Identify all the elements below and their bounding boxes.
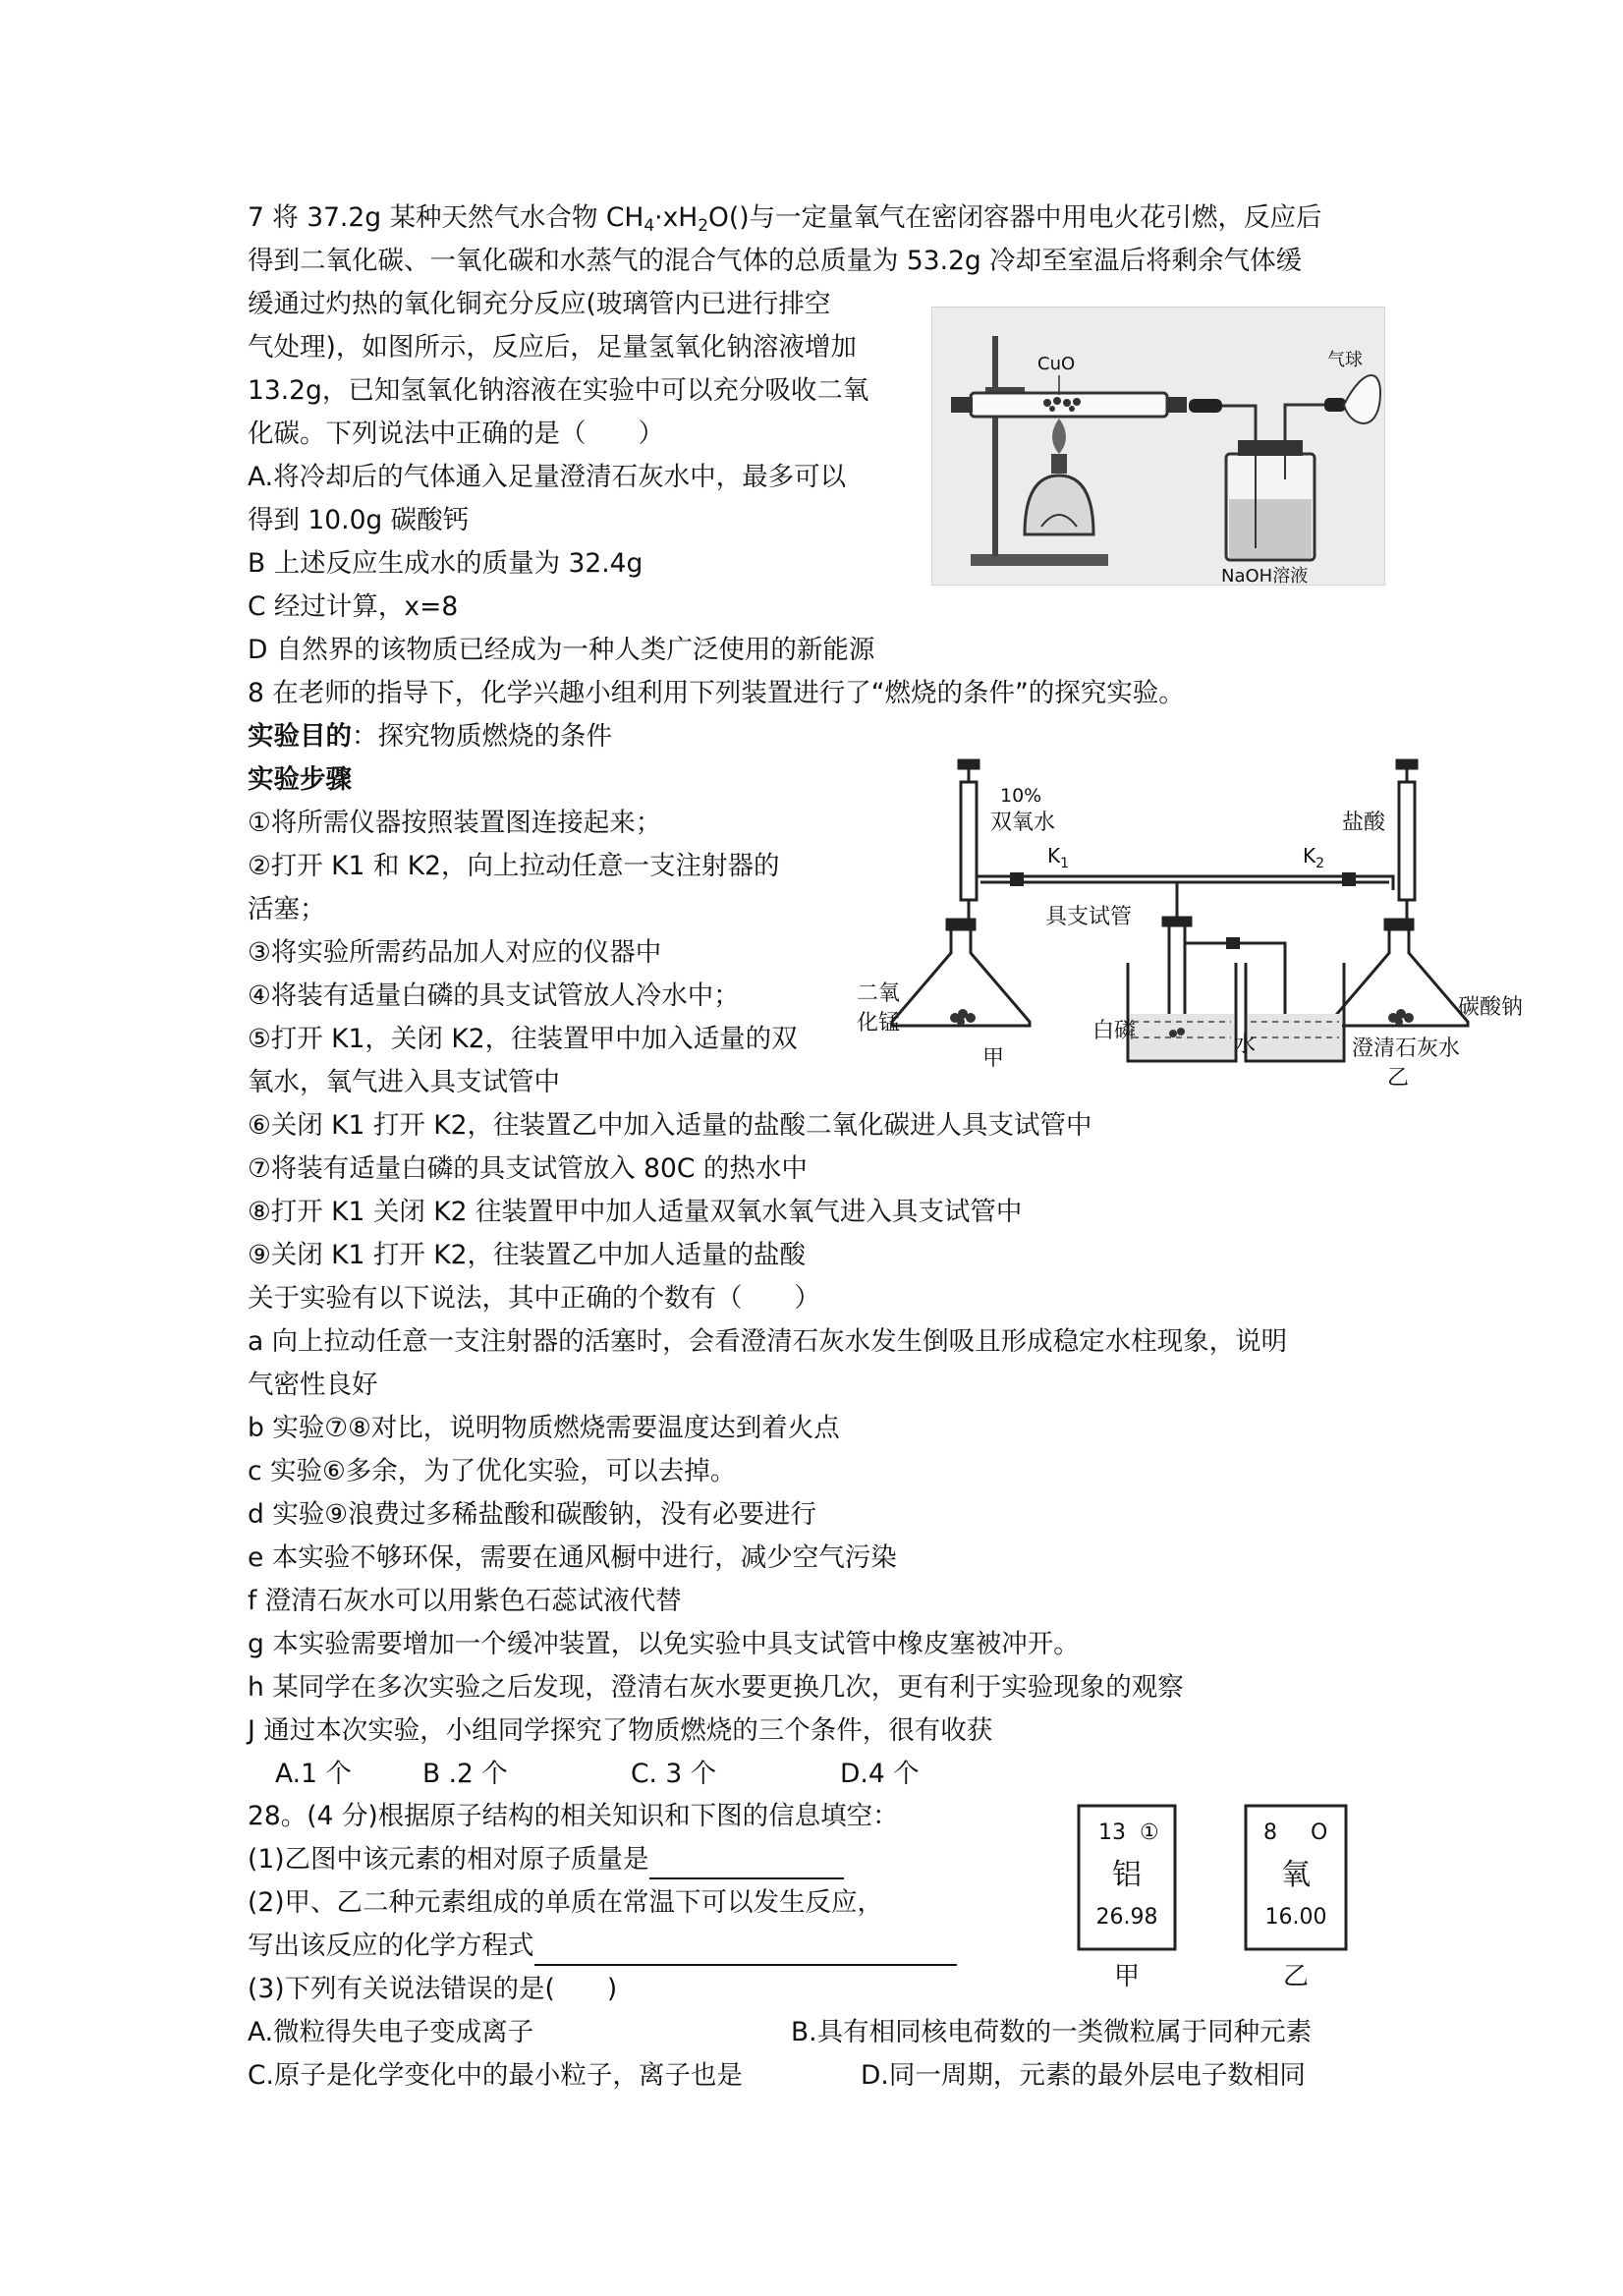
element-card-symbol: O bbox=[1311, 1820, 1328, 1845]
q28-option-d: D.同一周期，元素的最外层电子数相同 bbox=[861, 2060, 1306, 2091]
q8-question: 关于实验有以下说法，其中正确的个数有（ ） bbox=[248, 1283, 820, 1314]
q7-line-3: 缓通过灼热的氧化铜充分反应(玻璃管内已进行排空 bbox=[248, 289, 831, 319]
q8-step: 活塞； bbox=[248, 894, 326, 924]
q8-step: 氧水，氧气进入具支试管中 bbox=[248, 1067, 560, 1097]
q28-sub-2b bbox=[248, 1927, 957, 1966]
element-card-mass: 26.98 bbox=[1095, 1905, 1158, 1930]
q8-statement: h 某同学在多次实验之后发现，澄清右灰水要更换几次，更有利于实验现象的观察 bbox=[248, 1672, 1184, 1703]
limewater-label: 澄清石灰水 bbox=[1352, 1036, 1461, 1061]
q8-apparatus-figure bbox=[853, 747, 1540, 1100]
q8-option-b: B .2 个 bbox=[422, 1759, 508, 1789]
q7-option-a-2: 得到 10.0g 碳酸钙 bbox=[248, 505, 470, 535]
q8-step: ③将实验所需药品加人对应的仪器中 bbox=[248, 937, 662, 968]
balloon-label: 气球 bbox=[1327, 350, 1363, 370]
q28-option-c: C.原子是化学变化中的最小粒子，离子也是 bbox=[248, 2060, 743, 2091]
q8-statement: e 本实验不够环保，需要在通风橱中进行，减少空气污染 bbox=[248, 1542, 897, 1573]
q28-option-a: A.微粒得失电子变成离子 bbox=[248, 2017, 534, 2047]
q7-line-4: 气处理)，如图所示，反应后，足量氢氧化钠溶液增加 bbox=[248, 332, 857, 363]
q7-option-c: C 经过计算，x=8 bbox=[248, 591, 459, 622]
q8-line-1: 8 在老师的指导下，化学兴趣小组利用下列装置进行了“燃烧的条件”的探究实验。 bbox=[248, 678, 1185, 708]
white-phosphorus-label: 白磷 bbox=[1092, 1019, 1137, 1043]
q8-statement: c 实验⑥多余，为了优化实验，可以去掉。 bbox=[248, 1456, 737, 1486]
q8-step: ⑤打开 K1，关闭 K2，往装置甲中加入适量的双 bbox=[248, 1024, 798, 1054]
q8-step: ①将所需仪器按照装置图连接起来； bbox=[248, 808, 662, 838]
mno2-label-2: 化锰 bbox=[857, 1011, 901, 1036]
naoh-label: NaOH溶液 bbox=[1221, 566, 1309, 586]
q8-purpose-label: 实验目的 bbox=[248, 721, 352, 752]
q28-sub-2a: (2)甲、乙二种元素组成的单质在常温下可以发生反应， bbox=[248, 1887, 884, 1918]
answer-blank-1[interactable] bbox=[649, 1848, 844, 1879]
q8-steps-title: 实验步骤 bbox=[248, 764, 352, 795]
q8-option-a: A.1 个 bbox=[275, 1759, 352, 1789]
q7-option-b: B 上述反应生成水的质量为 32.4g bbox=[248, 548, 644, 579]
q8-statement: f 澄清石灰水可以用紫色石蕊试液代替 bbox=[248, 1586, 682, 1616]
q7-apparatus-figure bbox=[931, 307, 1385, 586]
hcl-label: 盐酸 bbox=[1342, 811, 1386, 835]
element-card-mass: 16.00 bbox=[1264, 1905, 1327, 1930]
q8-statement: b 实验⑦⑧对比，说明物质燃烧需要温度达到着火点 bbox=[248, 1413, 840, 1443]
q7-line-5: 13.2g，已知氢氧化钠溶液在实验中可以充分吸收二氧 bbox=[248, 375, 869, 406]
q28-sub-2b-text: 写出该反应的化学方程式 bbox=[248, 1931, 534, 1961]
element-card-caption: 乙 bbox=[1282, 1962, 1310, 1991]
flask-yi-label: 乙 bbox=[1387, 1066, 1410, 1091]
element-card-caption: 甲 bbox=[1113, 1962, 1141, 1991]
h2o2-label: 双氧水 bbox=[990, 811, 1056, 835]
q7-text-c: O()与一定量氧气在密闭容器中用电火花引燃，反应后 bbox=[708, 202, 1322, 233]
element-card-number: 13 bbox=[1098, 1820, 1126, 1845]
element-card-name: 铝 bbox=[1112, 1858, 1142, 1892]
q8-option-d: D.4 个 bbox=[840, 1759, 920, 1789]
element-card-symbol: ① bbox=[1140, 1820, 1159, 1845]
q7-line-1 bbox=[248, 198, 1322, 238]
q8-purpose-text: ：探究物质燃烧的条件 bbox=[352, 721, 612, 752]
q7-sub-2: 2 bbox=[698, 216, 709, 236]
side-tube-label: 具支试管 bbox=[1045, 905, 1133, 929]
h2o2-concentration-label: 10% bbox=[1000, 785, 1042, 807]
cuo-label: CuO bbox=[1037, 354, 1076, 374]
sodium-carbonate-label: 碳酸钠 bbox=[1458, 995, 1524, 1020]
q28-line-1: 28。(4 分)根据原子结构的相关知识和下图的信息填空： bbox=[248, 1801, 899, 1831]
q8-purpose bbox=[248, 717, 612, 756]
q8-statement: a 向上拉动任意一支注射器的活塞时，会看澄清石灰水发生倒吸且形成稳定水柱现象，说明 bbox=[248, 1326, 1288, 1357]
q28-sub-1-text: (1)乙图中该元素的相对原子质量是 bbox=[248, 1844, 649, 1875]
q7-text-a: 7 将 37.2g 某种天然气水合物 CH bbox=[248, 202, 644, 233]
q28-sub-1 bbox=[248, 1840, 844, 1879]
q7-sub-1: 4 bbox=[644, 216, 655, 236]
answer-blank-2[interactable] bbox=[534, 1934, 957, 1966]
k1-label: $K_1$ bbox=[1047, 844, 1070, 871]
element-card-number: 8 bbox=[1263, 1820, 1277, 1845]
q28-option-b: B.具有相同核电荷数的一类微粒属于同种元素 bbox=[791, 2017, 1313, 2047]
q8-step: ⑦将装有适量白磷的具支试管放入 80C 的热水中 bbox=[248, 1153, 808, 1184]
mno2-label-1: 二氧 bbox=[857, 981, 901, 1006]
q7-line-2: 得到二氧化碳、一氧化碳和水蒸气的混合气体的总质量为 53.2g 冷却至室温后将剩余气体缓 bbox=[248, 246, 1303, 276]
q7-line-6: 化碳。下列说法中正确的是（ ） bbox=[248, 419, 664, 449]
k2-label: $K_2$ bbox=[1303, 844, 1325, 871]
element-card-name: 氧 bbox=[1281, 1858, 1311, 1892]
q8-step: ⑨关闭 K1 打开 K2，往装置乙中加人适量的盐酸 bbox=[248, 1240, 807, 1270]
q7-text-b: ·xH bbox=[654, 202, 699, 233]
flask-jia-label: 甲 bbox=[982, 1046, 1005, 1071]
q7-option-d: D 自然界的该物质已经成为一种人类广泛使用的新能源 bbox=[248, 635, 875, 665]
q8-step: ④将装有适量白磷的具支试管放人冷水中； bbox=[248, 980, 740, 1011]
q8-statement: d 实验⑨浪费过多稀盐酸和碳酸钠，没有必要进行 bbox=[248, 1499, 817, 1530]
q8-statement: J 通过本次实验，小组同学探究了物质燃烧的三个条件，很有收获 bbox=[248, 1715, 993, 1746]
q28-element-cards-figure bbox=[1077, 1804, 1401, 2006]
q8-step: ⑧打开 K1 关闭 K2 往装置甲中加人适量双氧水氧气进入具支试管中 bbox=[248, 1197, 1023, 1227]
q8-step: ⑥关闭 K1 打开 K2，往装置乙中加入适量的盐酸二氧化碳进人具支试管中 bbox=[248, 1110, 1092, 1141]
q28-sub-3: (3)下列有关说法错误的是( ) bbox=[248, 1974, 618, 2004]
q8-step: ②打开 K1 和 K2，向上拉动任意一支注射器的 bbox=[248, 851, 780, 881]
q7-option-a-1: A.将冷却后的气体通入足量澄清石灰水中，最多可以 bbox=[248, 462, 847, 492]
water-label: 水 bbox=[1234, 1033, 1257, 1057]
q8-statement: g 本实验需要增加一个缓冲装置，以免实验中具支试管中橡皮塞被冲开。 bbox=[248, 1629, 1080, 1659]
q8-option-c: C. 3 个 bbox=[631, 1759, 717, 1789]
q8-statement: 气密性良好 bbox=[248, 1370, 378, 1400]
